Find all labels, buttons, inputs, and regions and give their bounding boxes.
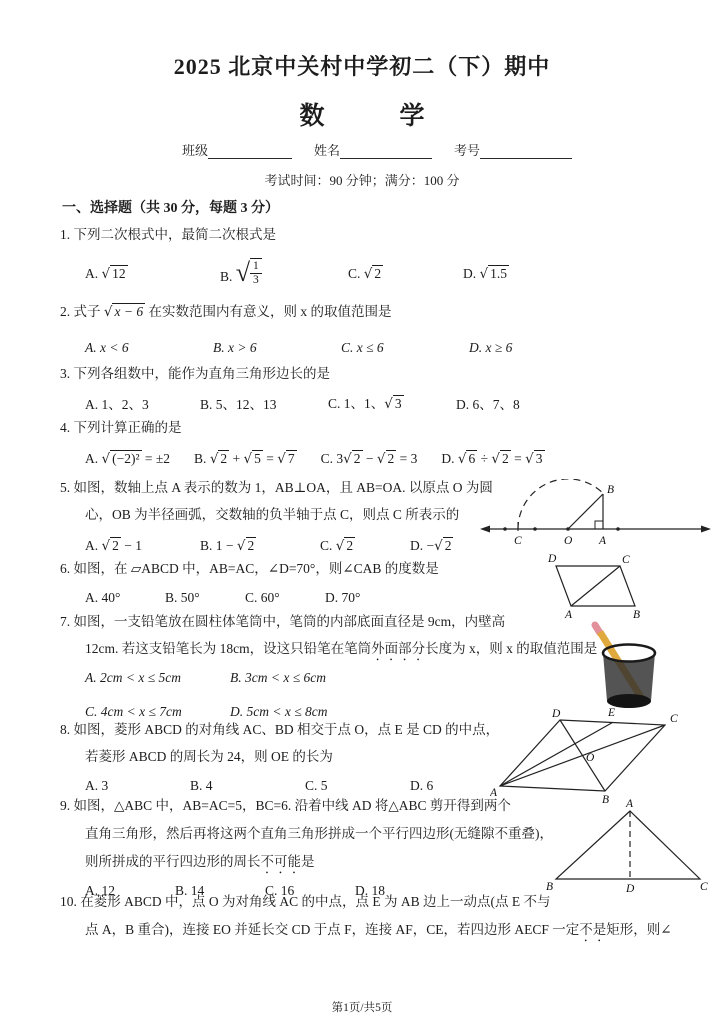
- label-d: D: [626, 883, 635, 895]
- label-b: B: [607, 484, 615, 496]
- question-7-option-d: D. 5cm < x ≤ 8cm: [230, 704, 328, 719]
- emphasized-text: 不是: [579, 922, 607, 937]
- diagonal-ac: [571, 566, 620, 606]
- question-3-stem: 3. 下列各组数中，能作为直角三角形边长的是: [60, 366, 330, 381]
- question-1-stem: 1. 下列二次根式中，最简二次根式是: [60, 227, 276, 242]
- question-6-option-b: B. 50°: [165, 590, 200, 605]
- question-1-option-d: D. √ 1.5: [463, 266, 507, 283]
- class-label: 班级: [182, 143, 209, 158]
- question-5-option-b: B. 1 − √ 2: [200, 538, 255, 554]
- question-5-option-c: C. √ 2: [320, 538, 354, 554]
- question-8-option-a: A. 3: [85, 778, 109, 793]
- question-6-stem: 6. 如图，在 ▱ABCD 中，AB=AC，∠D=70°，则∠CAB 的度数是: [60, 561, 439, 576]
- label-a: A: [490, 787, 498, 799]
- question-7-option-a: A. 2cm < x ≤ 5cm: [85, 670, 181, 685]
- dashed-arc: [518, 479, 603, 529]
- label-a: A: [565, 609, 573, 621]
- label-c: C: [670, 713, 678, 725]
- question-6: [60, 555, 530, 611]
- right-angle-mark: [595, 521, 603, 529]
- student-info-row: [182, 140, 572, 159]
- question-5-option-d: D. −√ 2: [410, 538, 452, 554]
- question-4: [60, 414, 720, 473]
- question-5: [60, 474, 510, 560]
- question-4-stem: 4. 下列计算正确的是: [60, 420, 182, 435]
- question-9-triangle-diagram: [542, 797, 712, 895]
- question-4-options: [85, 445, 720, 473]
- emphasized-text: 不可能: [260, 854, 301, 869]
- question-9-option-d: D. 18: [355, 883, 385, 898]
- label-c: C: [622, 554, 630, 566]
- label-d: D: [548, 553, 557, 565]
- question-9-stem-line1: 9. 如图，△ABC 中，AB=AC=5，BC=6. 沿着中线 AD 将△ABC 剪开得到两个: [60, 798, 511, 813]
- page-indicator: 第1页/共5页: [331, 1002, 393, 1014]
- question-10: [60, 888, 720, 944]
- label-b: B: [602, 794, 610, 804]
- question-7-option-b: B. 3cm < x ≤ 6cm: [230, 670, 326, 685]
- question-6-option-a: A. 40°: [85, 590, 121, 605]
- question-9-stem-line2: 直角三角形，然后再将这两个直角三角形拼成一个平行四边形(无缝隙不重叠)，: [85, 826, 553, 841]
- question-2-option-d: D. x ≥ 6: [469, 340, 513, 355]
- question-8-stem-line1: 8. 如图，菱形 ABCD 的对角线 AC、BD 相交于点 O，点 E 是 CD 的中点，: [60, 722, 500, 737]
- question-7-stem-line2: 12cm. 若这支铅笔长为 18cm，设这只铅笔在笔筒外面部分长度为 x，则 x 的取值范围是: [85, 641, 598, 656]
- id-label: 考号: [454, 143, 481, 158]
- question-2-option-a: A. x < 6: [85, 340, 129, 355]
- label-a: A: [599, 535, 607, 547]
- question-3-option-d: D. 6、7、8: [456, 396, 520, 412]
- question-8-option-d: D. 6: [410, 778, 434, 793]
- question-10-stem-line2: 点 A，B 重合)，连接 EO 并延长交 CD 于点 F，连接 AF，CE，若四边形 AECF 一定不是矩形，则∠: [85, 922, 672, 937]
- question-2-stem: 2. 式子 √ x − 6 在实数范围内有意义，则 x 的取值范围是: [60, 304, 392, 320]
- question-8-rhombus-diagram: [490, 706, 718, 804]
- name-blank-field: [340, 143, 432, 159]
- label-b: B: [633, 609, 641, 621]
- question-5-stem-line1: 5. 如图，数轴上点 A 表示的数为 1，AB⊥OA，且 AB=OA. 以原点 O 为圆: [60, 480, 493, 495]
- pencil-eraser: [595, 625, 600, 633]
- label-d: D: [552, 708, 561, 720]
- question-8-stem-line2: 若菱形 ABCD 的周长为 24，则 OE 的长为: [85, 749, 333, 764]
- question-7-options-row1: [85, 664, 620, 691]
- question-1-option-c: C. √ 2: [348, 266, 382, 283]
- emphasized-text: 外面部分: [371, 641, 426, 656]
- id-blank-field: [480, 143, 572, 159]
- question-5-number-line-diagram: [478, 479, 713, 551]
- question-9-stem-line3: 则所拼成的平行四边形的周长不可能是: [85, 854, 315, 869]
- question-3-option-c: C. 1、1、√ 3: [328, 396, 402, 412]
- question-2-options: [85, 334, 700, 361]
- exam-title: 2025 北京中关村中学初二（下）期中: [173, 54, 551, 79]
- question-10-stem-line1: 10. 在菱形 ABCD 中，点 O 为对角线 AC 的中点，点 E 为 AB 边上一动点(点 E 不与: [60, 894, 551, 909]
- question-3: [60, 360, 700, 418]
- question-6-option-d: D. 70°: [325, 590, 361, 605]
- question-2: [60, 298, 700, 361]
- exam-info: 考试时间：90 分钟；满分：100 分: [264, 173, 460, 188]
- question-4-option-a: A. √ (−2)² = ±2: [85, 451, 171, 467]
- label-o: O: [564, 535, 573, 547]
- question-4-option-c: C. 3√ 2 − √ 2 = 3: [320, 451, 418, 467]
- question-6-option-c: C. 60°: [245, 590, 280, 605]
- question-7-stem-line1: 7. 如图，一支铅笔放在圆柱体笔筒中，笔筒的内部底面直径是 9cm，内壁高: [60, 614, 506, 629]
- label-a: A: [626, 798, 634, 810]
- label-e: E: [608, 707, 616, 719]
- question-7-option-c: C. 4cm < x ≤ 7cm: [85, 704, 182, 719]
- question-8-option-c: C. 5: [305, 778, 328, 793]
- question-9-option-a: A. 12: [85, 883, 115, 898]
- label-o: O: [586, 752, 595, 764]
- question-3-option-b: B. 5、12、13: [200, 396, 277, 412]
- question-1-options: [85, 258, 700, 290]
- name-label: 姓名: [314, 143, 341, 158]
- question-7-pencil-cup-image: [574, 616, 674, 716]
- class-blank-field: [208, 143, 292, 159]
- question-1: [60, 221, 700, 290]
- subject-title: 数 学: [299, 103, 425, 130]
- question-1-option-b: B. √ $\frac{1}{3}$: [220, 258, 348, 290]
- question-9-option-c: C. 16: [265, 883, 295, 898]
- triangle-oab: [568, 494, 603, 529]
- question-8-option-b: B. 4: [190, 778, 213, 793]
- question-5-stem-line2: 心，OB 为半径画弧，交数轴的负半轴于点 C，则点 C 所表示的: [85, 507, 460, 522]
- label-b: B: [546, 881, 554, 893]
- question-9-option-b: B. 14: [175, 883, 205, 898]
- question-6-options: [85, 584, 530, 611]
- question-4-option-b: B. √ 2 + √ 5 = √ 7: [194, 451, 295, 467]
- triangle-abc: [556, 811, 700, 879]
- question-2-option-c: C. x ≤ 6: [341, 340, 384, 355]
- question-3-option-a: A. 1、2、3: [85, 396, 149, 412]
- label-c: C: [700, 881, 708, 893]
- axis-right-arrow-icon: [701, 526, 711, 533]
- question-2-option-b: B. x > 6: [213, 340, 257, 355]
- label-c: C: [514, 535, 522, 547]
- question-8: [60, 716, 500, 799]
- question-5-option-a: A. √ 2 − 1: [85, 538, 142, 554]
- question-1-option-a: A. √ 12: [85, 266, 126, 283]
- question-4-option-d: D. √ 6 ÷ √ 2 = √ 3: [441, 451, 543, 467]
- section-heading: 一、选择题（共 30 分，每题 3 分）: [62, 201, 279, 216]
- axis-left-arrow-icon: [480, 526, 490, 533]
